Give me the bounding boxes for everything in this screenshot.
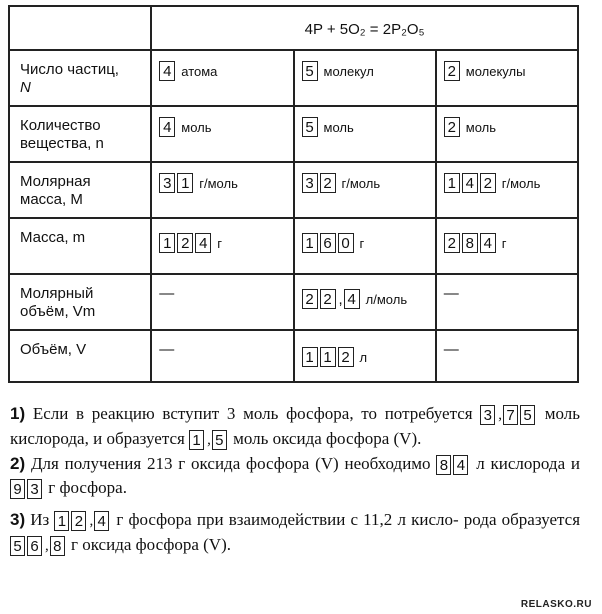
table-row: [9, 162, 578, 218]
answer-box: 1: [54, 511, 69, 531]
problem-3: 3) Из 1 2 , 4 г фосфора при взаимодействии с 11,2 л кисло- рода образуется 5 6 , 8 г оксида фосфора (V).: [10, 510, 581, 556]
table-row: [9, 106, 578, 162]
unit-label: моль: [323, 119, 354, 135]
table-cell: [151, 274, 293, 330]
digit-box: 2: [338, 347, 354, 367]
answer-box: 5: [10, 536, 25, 556]
table-cell: [294, 106, 436, 162]
problem-2: 2) Для получения 213 г оксида фосфора (V) необходимо 8 4 л кислорода и 9 3 г фосфора.: [10, 454, 581, 499]
digit-box: 3: [159, 173, 175, 193]
table-cell: [294, 50, 436, 106]
unit-label: атома: [181, 63, 218, 79]
answer-box: 3: [480, 405, 495, 425]
row-label: Объём, V: [9, 330, 151, 382]
reaction-equation: 4P + 5O₂ = 2P₂O₅: [304, 21, 425, 38]
unit-label: л/моль: [365, 291, 408, 307]
watermark: RELASKO.RU: [520, 599, 592, 610]
table-cell: [151, 218, 293, 274]
digit-box: 3: [302, 173, 318, 193]
empty-dash: —: [159, 341, 175, 358]
table-cell: [151, 330, 293, 382]
table-cell: [436, 162, 578, 218]
digit-box: 1: [159, 233, 175, 253]
table-cell: [294, 330, 436, 382]
digit-box: 1: [177, 173, 193, 193]
digit-box: 6: [320, 233, 336, 253]
digit-box: 4: [195, 233, 211, 253]
answer-box: 4: [94, 511, 109, 531]
digit-box: 2: [444, 233, 460, 253]
digit-box: 4: [480, 233, 496, 253]
digit-box: 5: [302, 61, 318, 81]
digit-box: 4: [159, 61, 175, 81]
digit-box: 1: [302, 233, 318, 253]
digit-box: 4: [159, 117, 175, 137]
table-cell: [294, 274, 436, 330]
digit-box: 2: [302, 289, 318, 309]
answer-box: 5: [520, 405, 535, 425]
answer-box: 7: [503, 405, 518, 425]
problem-1: 1) Если в реакцию вступит 3 моль фосфора, то потребуется 3 , 7 5 моль кислорода, и образуется 1 , 5 моль оксида фосфора (V).: [10, 404, 581, 450]
digit-box: 4: [344, 289, 360, 309]
empty-dash: —: [443, 341, 459, 358]
table-cell: [151, 50, 293, 106]
unit-label: г: [217, 235, 222, 251]
answer-box: 3: [27, 479, 42, 499]
digit-box: 2: [320, 289, 336, 309]
answer-box: 6: [27, 536, 42, 556]
unit-label: г/моль: [341, 175, 381, 191]
data-table: [8, 5, 579, 383]
table-cell: [436, 218, 578, 274]
digit-box: 1: [444, 173, 460, 193]
row-label: Количество вещества, n: [9, 106, 151, 162]
problems-section: [10, 402, 580, 558]
digit-box: 2: [444, 117, 460, 137]
table-cell: [294, 218, 436, 274]
table-cell: [151, 162, 293, 218]
empty-dash: —: [443, 285, 459, 302]
answer-box: 9: [10, 479, 25, 499]
digit-box: 2: [444, 61, 460, 81]
table-cell: [436, 330, 578, 382]
answer-box: 5: [212, 430, 227, 450]
digit-box: 2: [480, 173, 496, 193]
unit-label: молекул: [323, 63, 374, 79]
answer-box: 1: [189, 430, 204, 450]
unit-label: моль: [181, 119, 212, 135]
digit-box: 1: [320, 347, 336, 367]
unit-label: моль: [465, 119, 496, 135]
answer-box: 4: [453, 455, 468, 475]
unit-label: молекулы: [465, 63, 526, 79]
row-label: Молярная масса, M: [9, 162, 151, 218]
row-label: Молярный объём, Vm: [9, 274, 151, 330]
digit-box: 4: [462, 173, 478, 193]
digit-box: 5: [302, 117, 318, 137]
decimal-comma: ,: [338, 290, 343, 308]
unit-label: г/моль: [199, 175, 238, 191]
table-cell: [294, 162, 436, 218]
digit-box: 2: [177, 233, 193, 253]
digit-box: 1: [302, 347, 318, 367]
empty-dash: —: [159, 285, 175, 302]
unit-label: г: [501, 235, 507, 251]
table-row: [9, 330, 578, 382]
unit-label: л: [359, 349, 368, 365]
table-cell: [436, 106, 578, 162]
equation-cell: [151, 6, 578, 50]
table-row: [9, 274, 578, 330]
row-label: Масса, m: [9, 218, 151, 274]
table-row: [9, 218, 578, 274]
table-cell: [436, 274, 578, 330]
digit-box: 0: [338, 233, 354, 253]
digit-box: 8: [462, 233, 478, 253]
table-cell: [436, 50, 578, 106]
table-cell: [151, 106, 293, 162]
unit-label: г/моль: [501, 175, 541, 191]
header-empty-cell: [9, 6, 151, 50]
answer-box: 8: [436, 455, 451, 475]
unit-label: г: [359, 235, 365, 251]
row-label: Число частиц, N: [9, 50, 151, 106]
digit-box: 2: [320, 173, 336, 193]
answer-box: 2: [71, 511, 86, 531]
answer-box: 8: [50, 536, 65, 556]
table-row: [9, 50, 578, 106]
